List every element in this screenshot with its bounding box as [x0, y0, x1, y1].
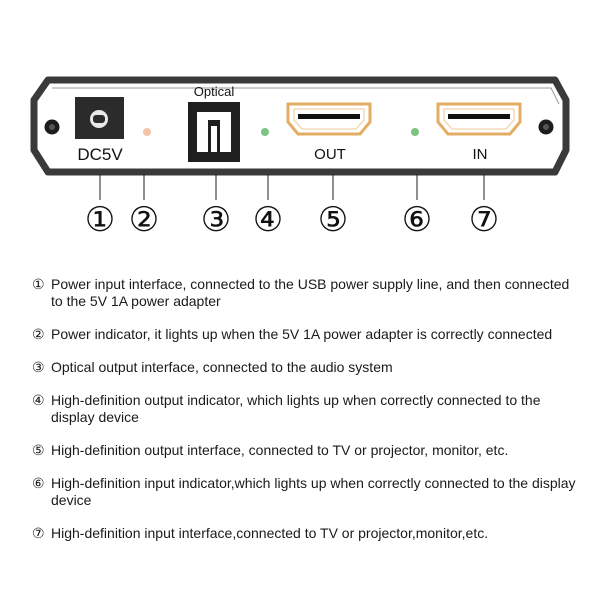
device-back-panel-diagram	[0, 0, 600, 250]
description-text: Power indicator, it lights up when the 5V 1A power adapter is correctly connected	[51, 326, 553, 342]
optical-port-label: Optical	[193, 84, 235, 99]
callout-leader-lines	[100, 174, 484, 200]
description-text: High-definition output indicator, which lights up when correctly connected to the display device	[51, 392, 541, 425]
description-item-5	[32, 442, 580, 459]
description-marker: ④	[32, 392, 45, 408]
description-marker: ⑤	[32, 442, 45, 458]
description-item-1	[32, 276, 580, 310]
description-item-4	[32, 392, 580, 426]
description-text: Optical output interface, connected to the audio system	[51, 359, 393, 375]
out-status-led-icon	[261, 128, 269, 136]
right-screw-icon	[539, 120, 554, 135]
callout-6: ⑥	[401, 201, 433, 239]
power-led-icon	[143, 128, 151, 136]
callout-1: ①	[84, 201, 116, 239]
callout-4: ④	[252, 201, 284, 239]
description-item-3	[32, 359, 580, 376]
dc-port-label: DC5V	[77, 145, 123, 164]
description-list	[32, 276, 580, 558]
description-item-7	[32, 525, 580, 542]
description-marker: ①	[32, 276, 45, 292]
callout-7: ⑦	[468, 201, 500, 239]
callout-3: ③	[200, 201, 232, 239]
callout-5: ⑤	[317, 201, 349, 239]
description-text: High-definition output interface, connected to TV or projector, monitor, etc.	[51, 442, 509, 458]
description-marker: ⑥	[32, 475, 45, 491]
optical-port-icon	[188, 102, 240, 162]
dc-power-jack-icon	[75, 97, 124, 139]
description-item-6	[32, 475, 580, 509]
description-marker: ⑦	[32, 525, 45, 541]
description-text: High-definition input interface,connected to TV or projector,monitor,etc.	[51, 525, 489, 541]
in-status-led-icon	[411, 128, 419, 136]
description-marker: ②	[32, 326, 45, 342]
callout-2: ②	[128, 201, 160, 239]
description-item-2	[32, 326, 580, 343]
hdmi-out-port-icon	[288, 104, 370, 134]
description-text: Power input interface, connected to the USB power supply line, and then connected to the 5V 1A power adapter	[51, 276, 570, 309]
out-port-label: OUT	[314, 146, 346, 163]
description-text: High-definition input indicator,which lights up when correctly connected to the display device	[51, 475, 576, 508]
description-marker: ③	[32, 359, 45, 375]
left-screw-icon	[45, 120, 60, 135]
in-port-label: IN	[472, 146, 488, 163]
hdmi-in-port-icon	[438, 104, 520, 134]
